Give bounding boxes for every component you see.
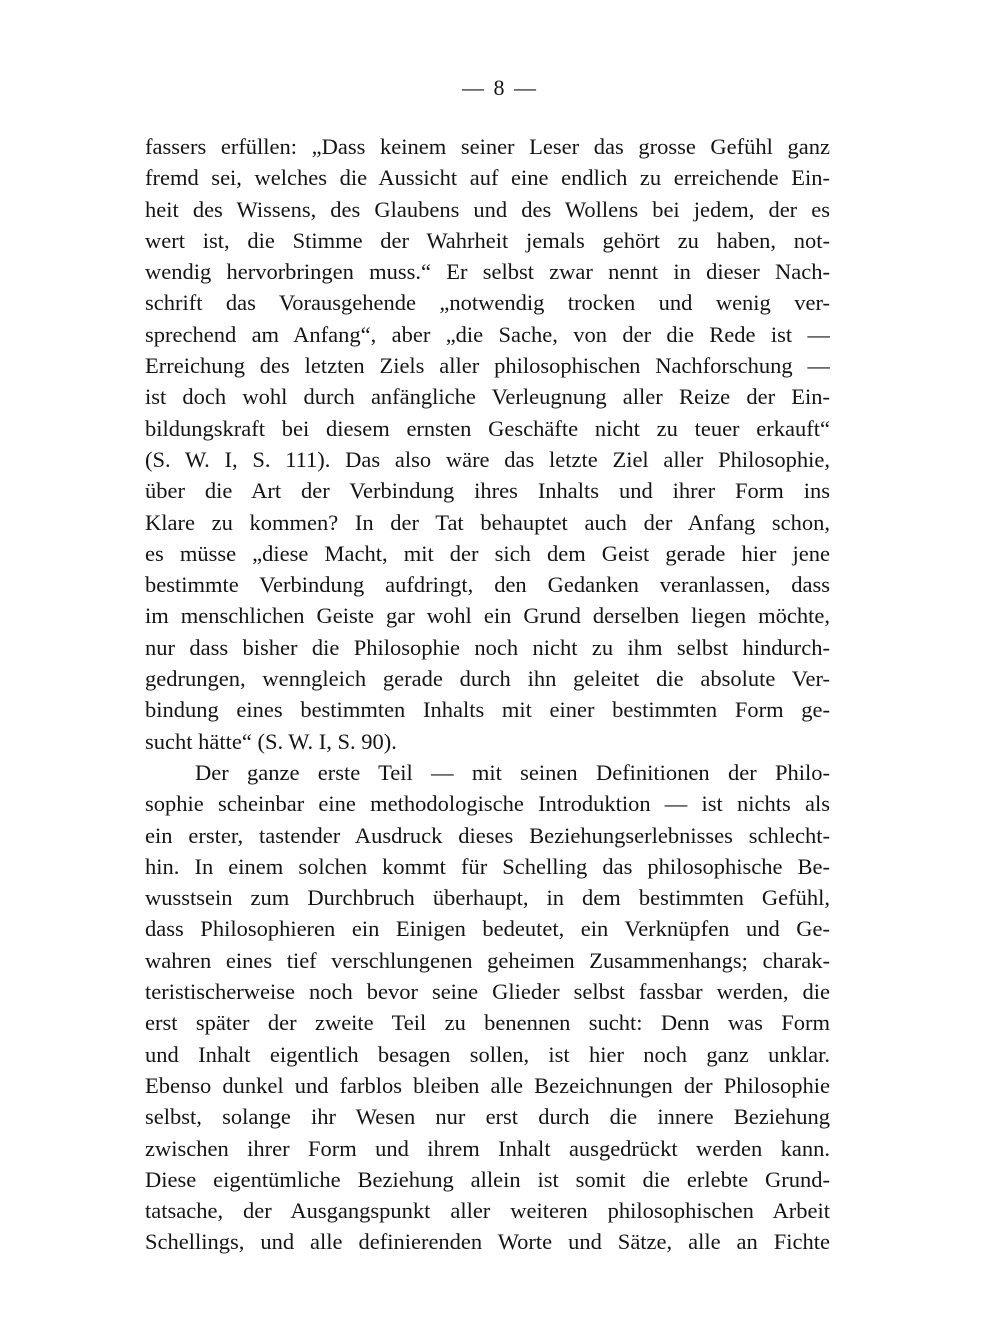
text-line: bildungskraft bei diesem ernsten Geschäfte nicht zu teuer erkauft“	[145, 415, 830, 441]
text-line: und Inhalt eigentlich besagen sollen, ist hier noch ganz unklar.	[145, 1041, 830, 1067]
text-line: wert ist, die Stimme der Wahrheit jemals gehört zu haben, not-	[145, 227, 830, 253]
text-line: wendig hervorbringen muss.“ Er selbst zwar nennt in dieser Nach-	[145, 259, 830, 285]
text-line: zwischen ihrer Form und ihrem Inhalt ausgedrückt werden kann.	[145, 1135, 830, 1161]
text-line: gedrungen, wenngleich gerade durch ihn geleitet die absolute Ver-	[145, 666, 830, 692]
text-line: sprechend am Anfang“, aber „die Sache, von der die Rede ist —	[145, 321, 830, 347]
text-line: heit des Wissens, des Glaubens und des Wollens bei jedem, der es	[145, 196, 830, 222]
text-line: erst später der zweite Teil zu benennen sucht: Denn was Form	[145, 1010, 830, 1036]
text-line: Klare zu kommen? In der Tat behauptet auch der Anfang schon,	[145, 509, 830, 535]
page-number: — 8 —	[462, 75, 538, 100]
text-line: teristischerweise noch bevor seine Glieder selbst fassbar werden, die	[145, 979, 830, 1005]
text-line: im menschlichen Geiste gar wohl ein Grund derselben liegen möchte,	[145, 603, 830, 629]
text-line: schrift das Vorausgehende „notwendig trocken und wenig ver-	[145, 290, 830, 316]
body-text	[145, 131, 830, 1258]
text-line: Erreichung des letzten Ziels aller philosophischen Nachforschung —	[145, 353, 830, 379]
text-line: Ebenso dunkel und farblos bleiben alle Bezeichnungen der Philosophie	[145, 1072, 830, 1098]
text-line: bestimmte Verbindung aufdringt, den Gedanken veranlassen, dass	[145, 572, 830, 598]
text-line: tatsache, der Ausgangspunkt aller weiteren philosophischen Arbeit	[145, 1198, 830, 1224]
text-line: Der ganze erste Teil — mit seinen Definitionen der Philo-	[195, 759, 830, 785]
text-line: Diese eigentümliche Beziehung allein ist somit die erlebte Grund-	[145, 1166, 830, 1192]
paragraph-1	[145, 131, 830, 757]
paragraph-2	[145, 757, 830, 1258]
text-line: bindung eines bestimmten Inhalts mit einer bestimmten Form ge-	[145, 697, 830, 723]
text-line: Schellings, und alle definierenden Worte und Sätze, alle an Fichte	[145, 1229, 830, 1255]
text-line: sucht hätte“ (S. W. I, S. 90).	[145, 728, 397, 754]
text-line: nur dass bisher die Philosophie noch nicht zu ihm selbst hindurch-	[145, 634, 830, 660]
text-line: dass Philosophieren ein Einigen bedeutet, ein Verknüpfen und Ge-	[145, 916, 830, 942]
text-line: fremd sei, welches die Aussicht auf eine endlich zu erreichende Ein-	[145, 165, 830, 191]
text-line: sophie scheinbar eine methodologische Introduktion — ist nichts als	[145, 791, 830, 817]
text-line: wahren eines tief verschlungenen geheimen Zusammenhangs; charak-	[145, 947, 830, 973]
text-line: selbst, solange ihr Wesen nur erst durch die innere Beziehung	[145, 1104, 830, 1130]
text-line: (S. W. I, S. 111). Das also wäre das letzte Ziel aller Philosophie,	[145, 446, 830, 472]
text-line: ist doch wohl durch anfängliche Verleugnung aller Reize der Ein-	[145, 384, 830, 410]
text-line: ein erster, tastender Ausdruck dieses Beziehungserlebnisses schlecht-	[145, 822, 830, 848]
text-line: über die Art der Verbindung ihres Inhalts und ihrer Form ins	[145, 478, 830, 504]
text-line: hin. In einem solchen kommt für Schelling das philosophische Be-	[145, 853, 830, 879]
text-line: es müsse „diese Macht, mit der sich dem Geist gerade hier jene	[145, 540, 830, 566]
text-line: fassers erfüllen: „Dass keinem seiner Leser das grosse Gefühl ganz	[145, 134, 830, 159]
text-line: wusstsein zum Durchbruch überhaupt, in dem bestimmten Gefühl,	[145, 885, 830, 911]
